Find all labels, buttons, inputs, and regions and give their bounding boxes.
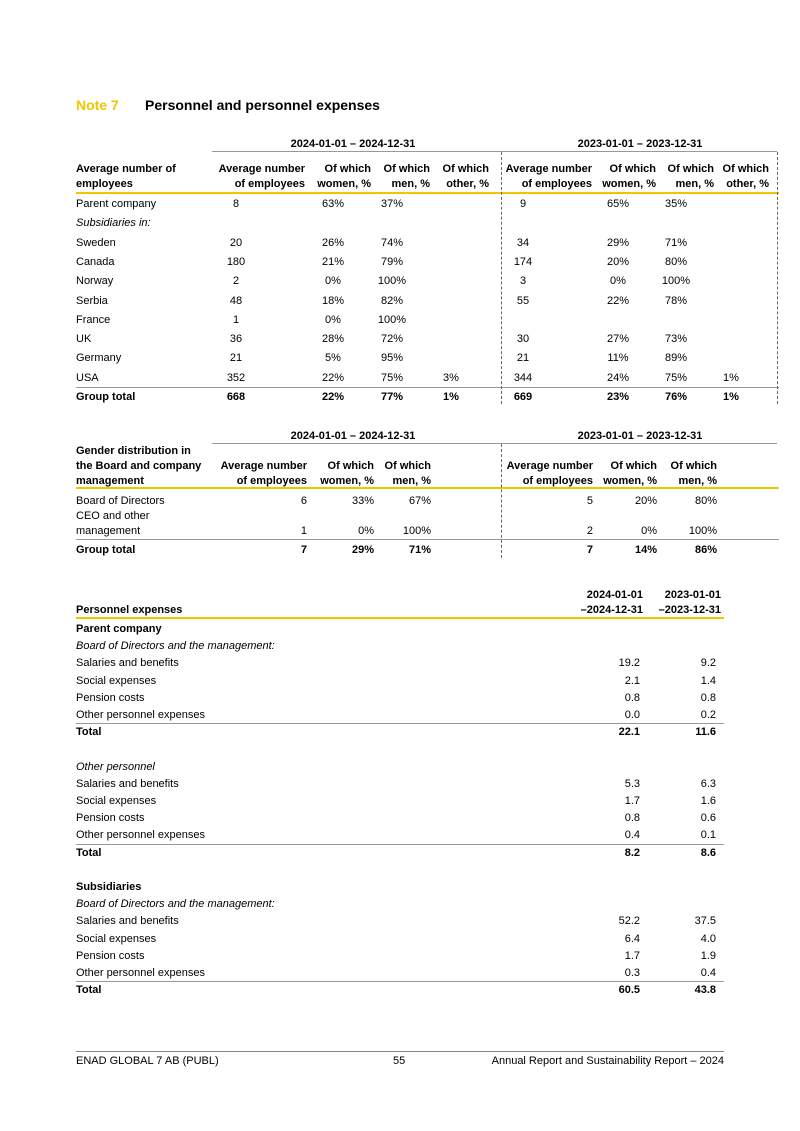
row-label: Other personnel (76, 760, 155, 773)
row-label: Sweden (76, 236, 116, 249)
table-cell: 27% (606, 333, 630, 346)
footer-rule (76, 1051, 724, 1052)
column-header: men, % (392, 475, 431, 487)
column-header: Of which (442, 163, 489, 175)
table-cell: 82% (380, 294, 404, 307)
row-label: Salaries and benefits (76, 915, 179, 928)
table-cell: 7 (300, 544, 307, 556)
value-2023: 0.4 (700, 967, 716, 979)
value-2024: 0.8 (624, 812, 640, 825)
row-header: Average number of (76, 163, 176, 175)
table-cell: 21 (516, 352, 530, 365)
row-label: Canada (76, 255, 115, 268)
table-cell: 79% (380, 255, 404, 268)
row-label: Social expenses (76, 795, 157, 807)
row-label: Board of Directors and the management: (76, 640, 275, 653)
table-cell: 86% (694, 544, 717, 556)
table-cell: 63% (321, 198, 345, 210)
column-header: Average number (505, 163, 592, 175)
table-cell: 1% (723, 391, 739, 403)
row-label: USA (76, 371, 99, 384)
column-header: Of which (324, 163, 371, 175)
header-rule (76, 192, 779, 194)
table-cell: 80% (664, 255, 688, 268)
table-cell: 100% (377, 275, 407, 288)
value-2023: 8.6 (700, 846, 716, 859)
table-cell: 22% (321, 391, 345, 403)
table-cell: 1% (723, 371, 739, 384)
table-cell: 21 (229, 352, 243, 365)
total-rule (76, 981, 724, 982)
value-2024: 8.2 (624, 846, 640, 859)
column-header: Of which (327, 460, 374, 472)
table-cell: 26% (321, 236, 345, 249)
table-cell: 36 (229, 333, 243, 346)
table-cell: 20% (606, 255, 630, 268)
table-cell: 100% (661, 275, 691, 288)
footer-page-number: 55 (393, 1055, 406, 1067)
table-cell: 30 (516, 333, 530, 346)
table-cell: 77% (380, 391, 404, 403)
table-cell: 75% (664, 371, 688, 384)
row-label: Pension costs (76, 691, 145, 704)
table-cell: 73% (664, 333, 688, 346)
row-label: Parent company (76, 198, 157, 210)
column-header: Of which (609, 163, 656, 175)
value-2024: 19.2 (618, 657, 640, 670)
table-cell: 33% (351, 495, 374, 507)
table-cell: 29% (351, 544, 374, 556)
table-cell: 35% (664, 198, 688, 210)
row-label: management (76, 525, 141, 537)
value-2023: 0.2 (700, 709, 716, 721)
value-2023: 0.6 (700, 812, 716, 825)
column-header: men, % (675, 178, 714, 190)
column-header: Of which (722, 163, 769, 175)
column-header-2023: 2023-01-01 (664, 589, 721, 601)
table-cell: 71% (664, 236, 688, 249)
total-rule (76, 844, 724, 845)
note-number: Note 7 (76, 97, 119, 113)
table-cell: 20 (229, 236, 243, 249)
period-rule (212, 151, 777, 152)
column-header: of employees (236, 475, 307, 487)
value-2024: 52.2 (618, 915, 640, 928)
row-label: Serbia (76, 294, 108, 307)
period-rule (212, 443, 777, 444)
table-cell: 80% (694, 495, 717, 507)
table-cell: 11% (607, 352, 629, 365)
column-header-2024: 2024-01-01 (586, 589, 643, 601)
row-label: Salaries and benefits (76, 657, 179, 670)
value-2024: 60.5 (618, 984, 640, 997)
table-cell: 1 (300, 525, 307, 537)
table-cell: 668 (226, 391, 246, 403)
table-cell: 18% (321, 294, 345, 307)
header-rule (76, 487, 779, 489)
column-header: Average number (218, 163, 305, 175)
value-2023: 0.8 (700, 691, 716, 704)
row-label: Other personnel expenses (76, 967, 206, 979)
table-cell: 75% (380, 371, 404, 384)
table-cell: 100% (688, 525, 717, 537)
row-label: Total (76, 726, 102, 739)
column-header: of employees (522, 475, 593, 487)
table-cell: 28% (321, 333, 345, 346)
table-cell: 22% (321, 371, 345, 384)
table-cell: 100% (402, 525, 431, 537)
header-rule (76, 617, 724, 619)
table-cell: 22% (606, 294, 630, 307)
table-cell: 669 (513, 391, 533, 403)
row-label: Total (76, 984, 102, 997)
table-cell: 78% (664, 294, 688, 307)
table-cell: 48 (229, 294, 243, 307)
table-cell: 7 (586, 544, 593, 556)
column-header: women, % (320, 475, 374, 487)
row-header: employees (76, 178, 133, 190)
table-cell: 37% (380, 198, 404, 210)
table-cell: 2 (232, 275, 240, 288)
note-title: Personnel and personnel expenses (145, 97, 380, 113)
value-2023: 1.9 (700, 949, 716, 962)
column-header: Of which (670, 460, 717, 472)
table-cell: 0% (325, 275, 341, 288)
row-label: Board of Directors (76, 495, 165, 507)
table-cell: 72% (380, 333, 404, 346)
table-cell: 174 (513, 255, 533, 268)
column-header-2023: –2023-12-31 (658, 604, 721, 616)
table-cell: 1 (232, 313, 240, 326)
column-header: of employees (521, 178, 592, 190)
table-cell: 23% (606, 391, 630, 403)
column-header: Average number (506, 460, 593, 472)
value-2024: 0.4 (624, 829, 640, 842)
column-header-2024: –2024-12-31 (580, 604, 643, 616)
period-divider (501, 152, 502, 404)
table-cell: 14% (634, 544, 657, 556)
value-2023: 43.8 (694, 984, 716, 997)
row-label: Subsidiaries in: (76, 217, 151, 230)
row-header: management (76, 475, 144, 487)
value-2023: 11.6 (695, 726, 716, 739)
row-header: the Board and company (76, 460, 202, 472)
row-label: Social expenses (76, 674, 157, 687)
row-label: UK (76, 333, 92, 346)
column-header: men, % (391, 178, 430, 190)
row-label: Board of Directors and the management: (76, 898, 275, 911)
table-cell: 74% (380, 236, 404, 249)
total-rule (76, 387, 779, 388)
value-2023: 4.0 (700, 932, 716, 945)
column-header: Of which (667, 163, 714, 175)
row-label: Other personnel expenses (76, 829, 206, 842)
column-header: Of which (384, 460, 431, 472)
table-cell: 180 (226, 255, 246, 268)
table-title: Personnel expenses (76, 604, 183, 616)
right-divider (777, 152, 778, 404)
total-rule (76, 723, 724, 724)
value-2024: 0.3 (624, 967, 640, 979)
value-2024: 1.7 (624, 795, 640, 807)
value-2023: 37.5 (694, 915, 716, 928)
period-2023-label: 2023-01-01 – 2023-12-31 (577, 430, 703, 442)
row-label: CEO and other (76, 510, 150, 522)
column-header: Of which (610, 460, 657, 472)
footer-company: ENAD GLOBAL 7 AB (PUBL) (76, 1055, 219, 1067)
row-label: Pension costs (76, 949, 145, 962)
row-label: France (76, 313, 111, 326)
value-2023: 9.2 (700, 657, 716, 670)
row-label: Social expenses (76, 932, 157, 945)
value-2023: 1.4 (700, 674, 716, 687)
table-cell: 1% (443, 391, 459, 403)
value-2024: 1.7 (624, 949, 640, 962)
row-label: Subsidiaries (76, 881, 142, 893)
table-cell: 3% (443, 371, 459, 384)
table-cell: 20% (634, 495, 657, 507)
period-divider (501, 444, 502, 558)
period-2024-label: 2024-01-01 – 2024-12-31 (290, 138, 416, 150)
table-cell: 0% (325, 313, 341, 326)
value-2024: 22.1 (618, 726, 640, 739)
column-header: other, % (446, 178, 489, 190)
table-cell: 344 (513, 371, 533, 384)
table-cell: 29% (606, 236, 630, 249)
table-cell: 55 (516, 294, 530, 307)
value-2024: 0.0 (624, 709, 640, 721)
table-cell: 352 (226, 371, 246, 384)
table-cell: 34 (516, 236, 530, 249)
table-cell: 89% (664, 352, 688, 365)
column-header: of employees (234, 178, 305, 190)
table-cell: 100% (377, 313, 407, 326)
table-cell: 71% (408, 544, 431, 556)
table-cell: 2 (586, 525, 593, 537)
table-cell: 24% (606, 371, 630, 384)
column-header: women, % (602, 178, 656, 190)
row-label: Group total (76, 544, 136, 556)
column-header: Of which (383, 163, 430, 175)
value-2023: 6.3 (700, 777, 716, 790)
table-cell: 95% (380, 352, 404, 365)
table-cell: 0% (641, 525, 657, 537)
row-label: Other personnel expenses (76, 709, 206, 721)
column-header: other, % (726, 178, 769, 190)
value-2024: 0.8 (624, 691, 640, 704)
table-cell: 0% (610, 275, 626, 288)
column-header: Average number (220, 460, 307, 472)
value-2023: 1.6 (700, 795, 716, 807)
table-cell: 5 (586, 495, 593, 507)
table-cell: 9 (519, 198, 527, 210)
row-label: Germany (76, 352, 122, 365)
row-label: Total (76, 846, 102, 859)
table-cell: 65% (606, 198, 630, 210)
column-header: men, % (678, 475, 717, 487)
value-2024: 5.3 (624, 777, 640, 790)
table-cell: 5% (325, 352, 341, 365)
column-header: women, % (317, 178, 371, 190)
value-2024: 6.4 (624, 932, 640, 945)
row-label: Pension costs (76, 812, 145, 825)
table-cell: 21% (321, 255, 345, 268)
column-header: women, % (603, 475, 657, 487)
row-label: Salaries and benefits (76, 777, 179, 790)
table-cell: 3 (519, 275, 527, 288)
row-label: Group total (76, 391, 136, 403)
table-cell: 0% (358, 525, 374, 537)
table-cell: 8 (232, 198, 240, 210)
row-label: Norway (76, 275, 114, 288)
table-cell: 6 (300, 495, 307, 507)
table-cell: 76% (664, 391, 688, 403)
total-rule (76, 539, 779, 540)
period-2023-label: 2023-01-01 – 2023-12-31 (577, 138, 703, 150)
row-label: Parent company (76, 623, 162, 635)
value-2023: 0.1 (700, 829, 716, 842)
row-header: Gender distribution in (76, 445, 191, 457)
value-2024: 2.1 (624, 674, 640, 687)
period-2024-label: 2024-01-01 – 2024-12-31 (290, 430, 416, 442)
footer-report-title: Annual Report and Sustainability Report – 2024 (491, 1055, 724, 1067)
table-cell: 67% (408, 495, 431, 507)
